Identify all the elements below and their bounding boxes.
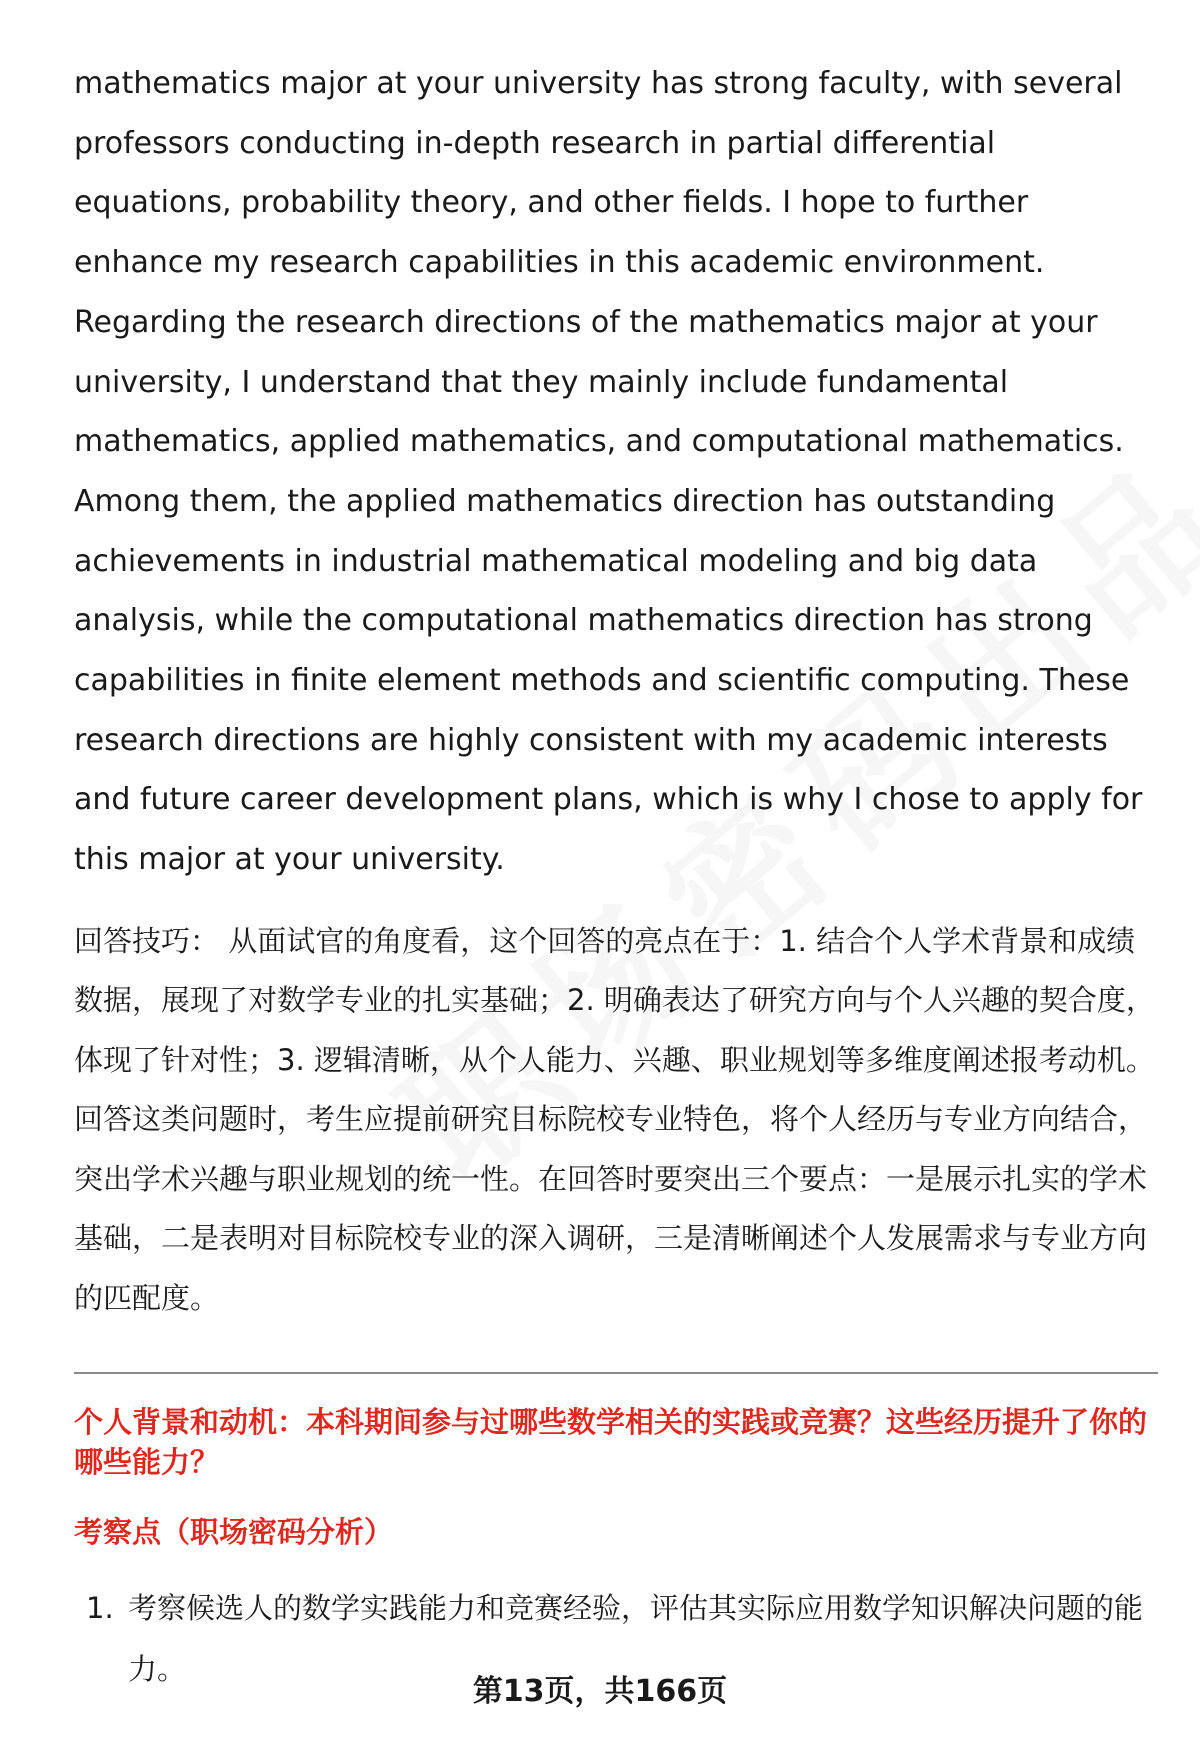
list-item-text: 考察候选人的数学实践能力和竞赛经验，评估其实际应用数学知识解决问题的能力。 bbox=[128, 1591, 1144, 1687]
body-paragraph: mathematics major at your university has strong faculty, with several professors conducting in-depth research in partial differential equations, probability theory, and other fields. I hope to further enhance my research capabilities in this academic environment. Regarding the research directions of the mathematics major at your university, I understand that they mainly include fundamental mathematics, applied mathematics, and computational mathematics. Among them, the applied mathematics direction has outstanding achievements in industrial mathematical modeling and big data analysis, while the computational mathematics direction has strong capabilities in finite element methods and scientific computing. These research directions are highly consistent with my academic interests and future career development plans, which is why I chose to apply for this major at your university. bbox=[74, 66, 1143, 878]
section-heading: 考察点（职场密码分析） bbox=[74, 1515, 394, 1550]
section-divider bbox=[74, 1372, 1158, 1374]
list-item-number: 1. bbox=[86, 1591, 114, 1626]
question-heading: 个人背景和动机：本科期间参与过哪些数学相关的实践或竞赛？这些经历提升了你的哪些能力？ bbox=[74, 1405, 1148, 1480]
page-footer: 第13页，共166页 bbox=[472, 1674, 728, 1709]
answer-tip-paragraph: 回答技巧： 从面试官的角度看，这个回答的亮点在于：1. 结合个人学术背景和成绩数据，展现了对数学专业的扎实基础；2. 明确表达了研究方向与个人兴趣的契合度，体现了针对性；3. 逻辑清晰，从个人能力、兴趣、职业规划等多维度阐述报考动机。回答这类问题时，考生应提前研究目标院校专业特色，将个人经历与专业方向结合，突出学术兴趣与职业规划的统一性。在回答时要突出三个要点：一是展示扎实的学术基础，二是表明对目标院校专业的深入调研，三是清晰阐述个人发展需求与专业方向的匹配度。 bbox=[74, 923, 1155, 1315]
document-page bbox=[74, 54, 1158, 1700]
